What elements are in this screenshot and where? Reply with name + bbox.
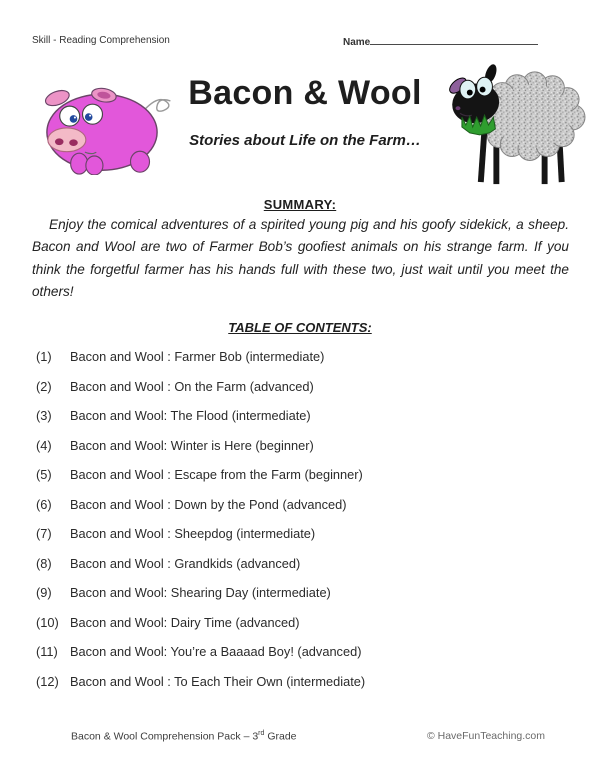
toc-item-text: Bacon and Wool: Dairy Time (advanced): [70, 614, 300, 630]
pig-pupil-right: [85, 113, 93, 121]
toc-item-number: (10): [36, 614, 59, 630]
toc-item-text: Bacon and Wool: Shearing Day (intermediate): [70, 585, 331, 601]
toc-item: [36, 379, 576, 409]
toc-item: [36, 408, 576, 438]
page-title: Bacon & Wool: [188, 74, 422, 112]
footer-ordinal: rd: [258, 730, 265, 737]
sheep-eye-left: [460, 80, 476, 99]
toc-item-text: Bacon and Wool : On the Farm (advanced): [70, 378, 314, 394]
toc-item-text: Bacon and Wool : To Each Their Own (intermediate): [70, 674, 366, 690]
toc-item-number: (4): [36, 437, 52, 453]
footer-copyright: © HaveFunTeaching.com: [426, 730, 545, 742]
pig-eye-right: [83, 104, 103, 124]
pig-leg: [86, 156, 103, 175]
eye-glint: [74, 116, 76, 118]
sheep-pupil-right: [480, 87, 486, 93]
toc-item: [36, 349, 576, 379]
toc-item-number: (8): [36, 555, 52, 571]
title-block: [168, 74, 442, 149]
page-subtitle: Stories about Life on the Farm…: [189, 132, 421, 149]
toc-item: [36, 585, 576, 615]
toc-item: [36, 674, 576, 704]
toc-item-number: (12): [36, 674, 59, 690]
pig-nostril: [69, 139, 78, 146]
sheep-pupil-left: [467, 90, 473, 96]
toc-item-number: (5): [36, 467, 52, 483]
pig-leg: [71, 153, 88, 174]
pig-snout: [48, 128, 86, 152]
eye-glint: [89, 115, 91, 117]
toc-item-text: Bacon and Wool: You’re a Baaaad Boy! (advanced): [70, 644, 362, 660]
toc-item: [36, 467, 576, 497]
name-field: [343, 34, 538, 48]
name-line: [370, 34, 538, 45]
footer-grade-text: Grade: [264, 730, 297, 743]
toc-item-number: (11): [36, 644, 58, 660]
pig-nostril: [55, 138, 64, 145]
toc-item-text: Bacon and Wool : Escape from the Farm (beginner): [70, 467, 363, 483]
footer-title: [71, 730, 297, 743]
toc-item-text: Bacon and Wool : Down by the Pond (advanced): [70, 496, 347, 512]
toc-heading: TABLE OF CONTENTS:: [228, 320, 372, 335]
toc-item-number: (2): [36, 378, 52, 394]
summary-heading: SUMMARY:: [263, 197, 337, 212]
toc-item-text: Bacon and Wool : Farmer Bob (intermediate): [70, 349, 325, 364]
toc-item: [36, 526, 576, 556]
toc-item-number: (6): [36, 496, 52, 512]
footer-title-text: Bacon & Wool Comprehension Pack – 3: [71, 730, 259, 743]
pig-illustration: [26, 80, 178, 180]
sheep-nostril: [456, 106, 461, 110]
toc-item: [36, 644, 576, 674]
sheep-wool: [481, 72, 585, 161]
name-label: Name: [343, 37, 371, 48]
toc-item-text: Bacon and Wool: The Flood (intermediate): [70, 408, 311, 424]
pig-icon: [26, 80, 178, 175]
toc-item: [36, 615, 576, 645]
toc-item: [36, 556, 576, 586]
summary-paragraph: Enjoy the comical adventures of a spirited young pig and his goofy sidekick, a sheep. Bacon and Wool are two of Farmer Bob’s goofiest animals on his strange farm. If you think the forgetful farmer has his hands full with these two, just wait until you meet the others!: [32, 217, 569, 300]
sheep-icon: [446, 62, 594, 190]
toc-item-text: Bacon and Wool: Winter is Here (beginner): [70, 437, 314, 453]
toc-list: [36, 349, 576, 704]
sheep-eye-right: [477, 77, 493, 96]
pig-eye-left: [60, 106, 80, 126]
pig-tail: [146, 100, 171, 112]
toc-item: [36, 497, 576, 527]
toc-item-number: (1): [36, 349, 52, 364]
toc-item: [36, 438, 576, 468]
skill-label: Skill - Reading Comprehension: [32, 35, 170, 46]
sheep-illustration: [446, 62, 594, 195]
pig-leg: [131, 151, 150, 172]
toc-item-text: Bacon and Wool : Grandkids (advanced): [70, 555, 301, 571]
toc-item-text: Bacon and Wool : Sheepdog (intermediate): [70, 526, 316, 542]
toc-item-number: (7): [36, 526, 52, 542]
toc-item-number: (3): [36, 408, 52, 424]
pig-pupil-left: [70, 115, 78, 123]
toc-item-number: (9): [36, 585, 52, 601]
